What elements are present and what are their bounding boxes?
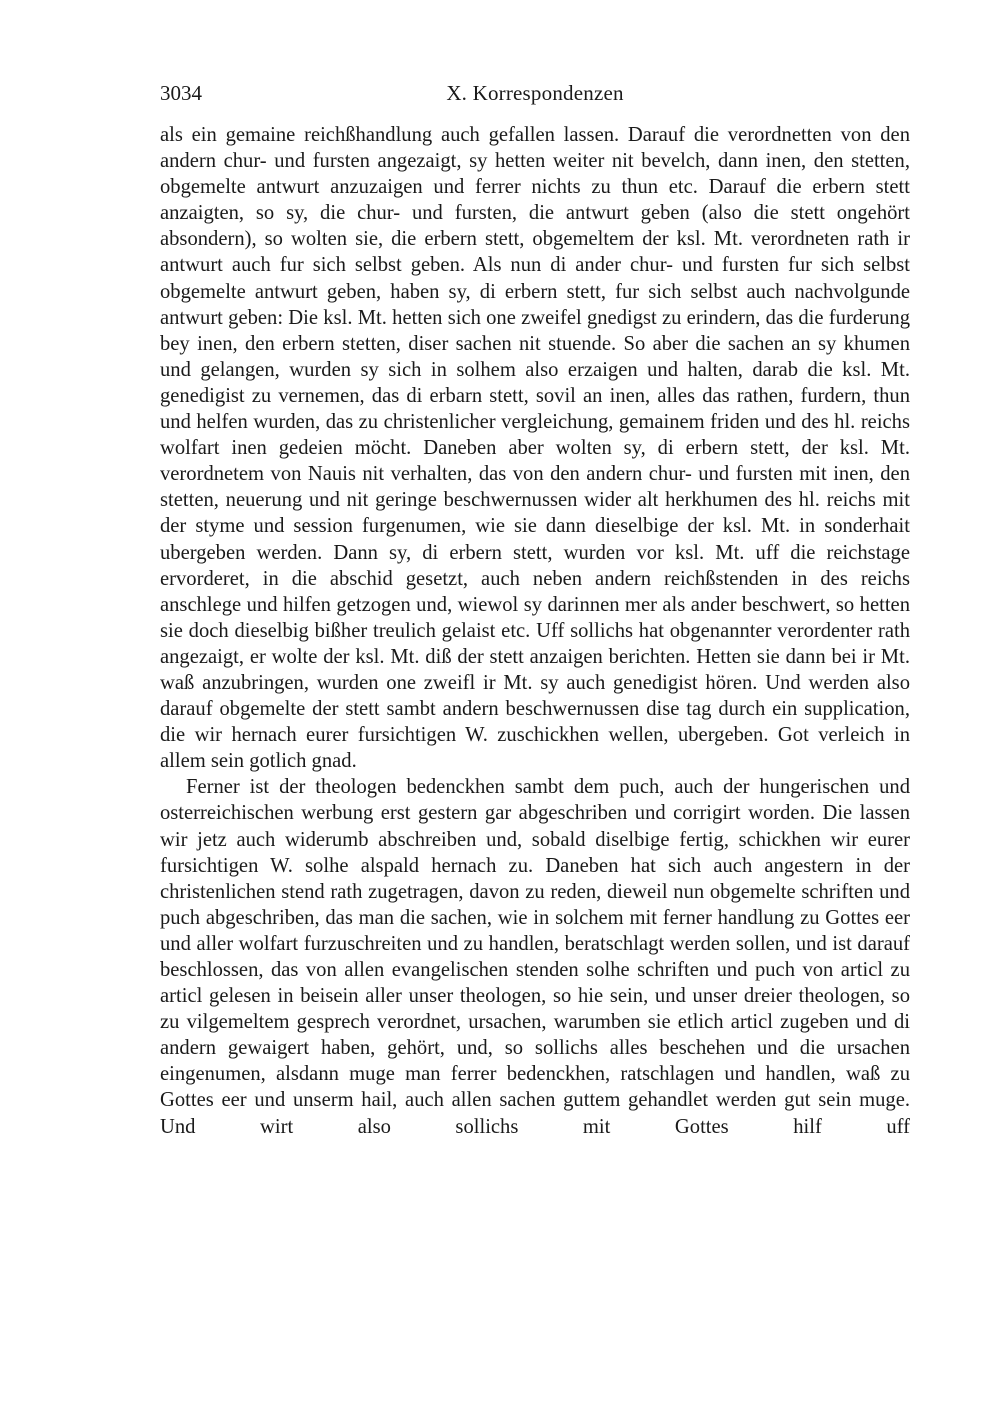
running-header [160, 80, 910, 106]
document-page [160, 80, 910, 1140]
body-text [160, 122, 910, 1140]
paragraph: Ferner ist der theologen bedenckhen sambt dem puch, auch der hungerischen und osterreichischen werbung erst gestern gar abgeschriben und corrigirt worden. Die lassen wir jetz auch widerumb abschreiben und, sobald diselbige fertig, schickhen wir eurer fursichtigen W. solhe alspald hernach zu. Daneben hat sich auch angestern in der christenlichen stend rath zugetragen, davon zu reden, dieweil nun obgemelte schriften und puch abgeschriben, das man die sachen, wie in solchem mit ferner handlung zu Gottes eer und aller wolfart furzuschreiten und zu handlen, beratschlagt werden sollen, und ist darauf beschlossen, das von allen evangelischen stenden solhe schriften und puch von articl zu articl gelesen in beisein aller unser theologen, so hie sein, und unser dreier theologen, so zu vilgemeltem gesprech verordnet, ursachen, warumben sie etlich articl zugeben und di andern gewaigert haben, gehört, und, so sollichs alles beschehen und die ursachen eingenumen, alsdann muge man ferrer bedenckhen, ratschlagen und handlen, waß zu Gottes eer und unserm hail, auch allen sachen guttem gehandlet werden gut sein muge. Und wirt also sollichs mit Gottes hilf uff [160, 776, 910, 1138]
paragraph-continued: als ein gemaine reichßhandlung auch gefallen lassen. Darauf die verordnetten von den andern chur- und fursten angezaigt, sy hetten weiter nit bevelch, dann inen, den stetten, obgemelte antwurt anzuzaigen und ferrer nichts zu thun etc. Darauf die erbern stett anzaigten, so sy, die chur- und fursten, die antwurt geben (also die stett ongehört absondern), so wolten sie, die erbern stett, obgemeltem der ksl. Mt. verordneten rath ir antwurt auch fur sich selbst geben. Als nun di ander chur- und fursten fur sich selbst obgemelte antwurt geben, haben sy, di erbern stett, fur sich selbst auch nachvolgunde antwurt geben: Die ksl. Mt. hetten sich one zweifel gnedigst zu erindern, das die furderung bey inen, den erbern stetten, diser sachen nit stuende. So aber die sachen an sy khumen und gelangen, wurden sy sich in solhem also erzaigen und halten, darab die ksl. Mt. genedigist zu vernemen, das di erbarn stett, sovil an inen, alles das rathen, furdern, thun und helfen wurden, das zu christenlicher vergleichung, gemainem friden und des hl. reichs wolfart inen gedeien möcht. Daneben aber wolten sy, di erbern stett, der ksl. Mt. verordnetem von Nauis nit verhalten, das von den andern chur- und fursten mit inen, den stetten, neuerung und nit geringe beschwernussen wider alt herkhumen des hl. reichs mit der styme und session furgenumen, wie sie dann dieselbige der ksl. Mt. in sonderhait ubergeben werden. Dann sy, di erbern stett, wurden vor ksl. Mt. uff die reichstage ervorderet, in die abschid gesetzt, auch neben andern reichßstenden in des reichs anschlege und hilfen getzogen und, wiewol sy darinnen mer als ander beschwert, so hetten sie doch dieselbig bißher treulich gelaist etc. Uff sollichs hat obgenannter verordenter rath angezaigt, er wolte der ksl. Mt. diß der stett anzaigen berichten. Hetten sie dann bei ir Mt. waß anzubringen, wurden one zweifl ir Mt. sy auch genedigist hören. Und werden also darauf obgemelte der stett sambt andern beschwernussen dise tag durch ein supplication, die wir hernach eurer fursichtigen W. zuschickhen wellen, ubergeben. Got verleich in allem sein gotlich gnad. [160, 124, 910, 773]
page-number: 3034 [160, 81, 202, 105]
running-title: X. Korrespondenzen [446, 81, 624, 105]
